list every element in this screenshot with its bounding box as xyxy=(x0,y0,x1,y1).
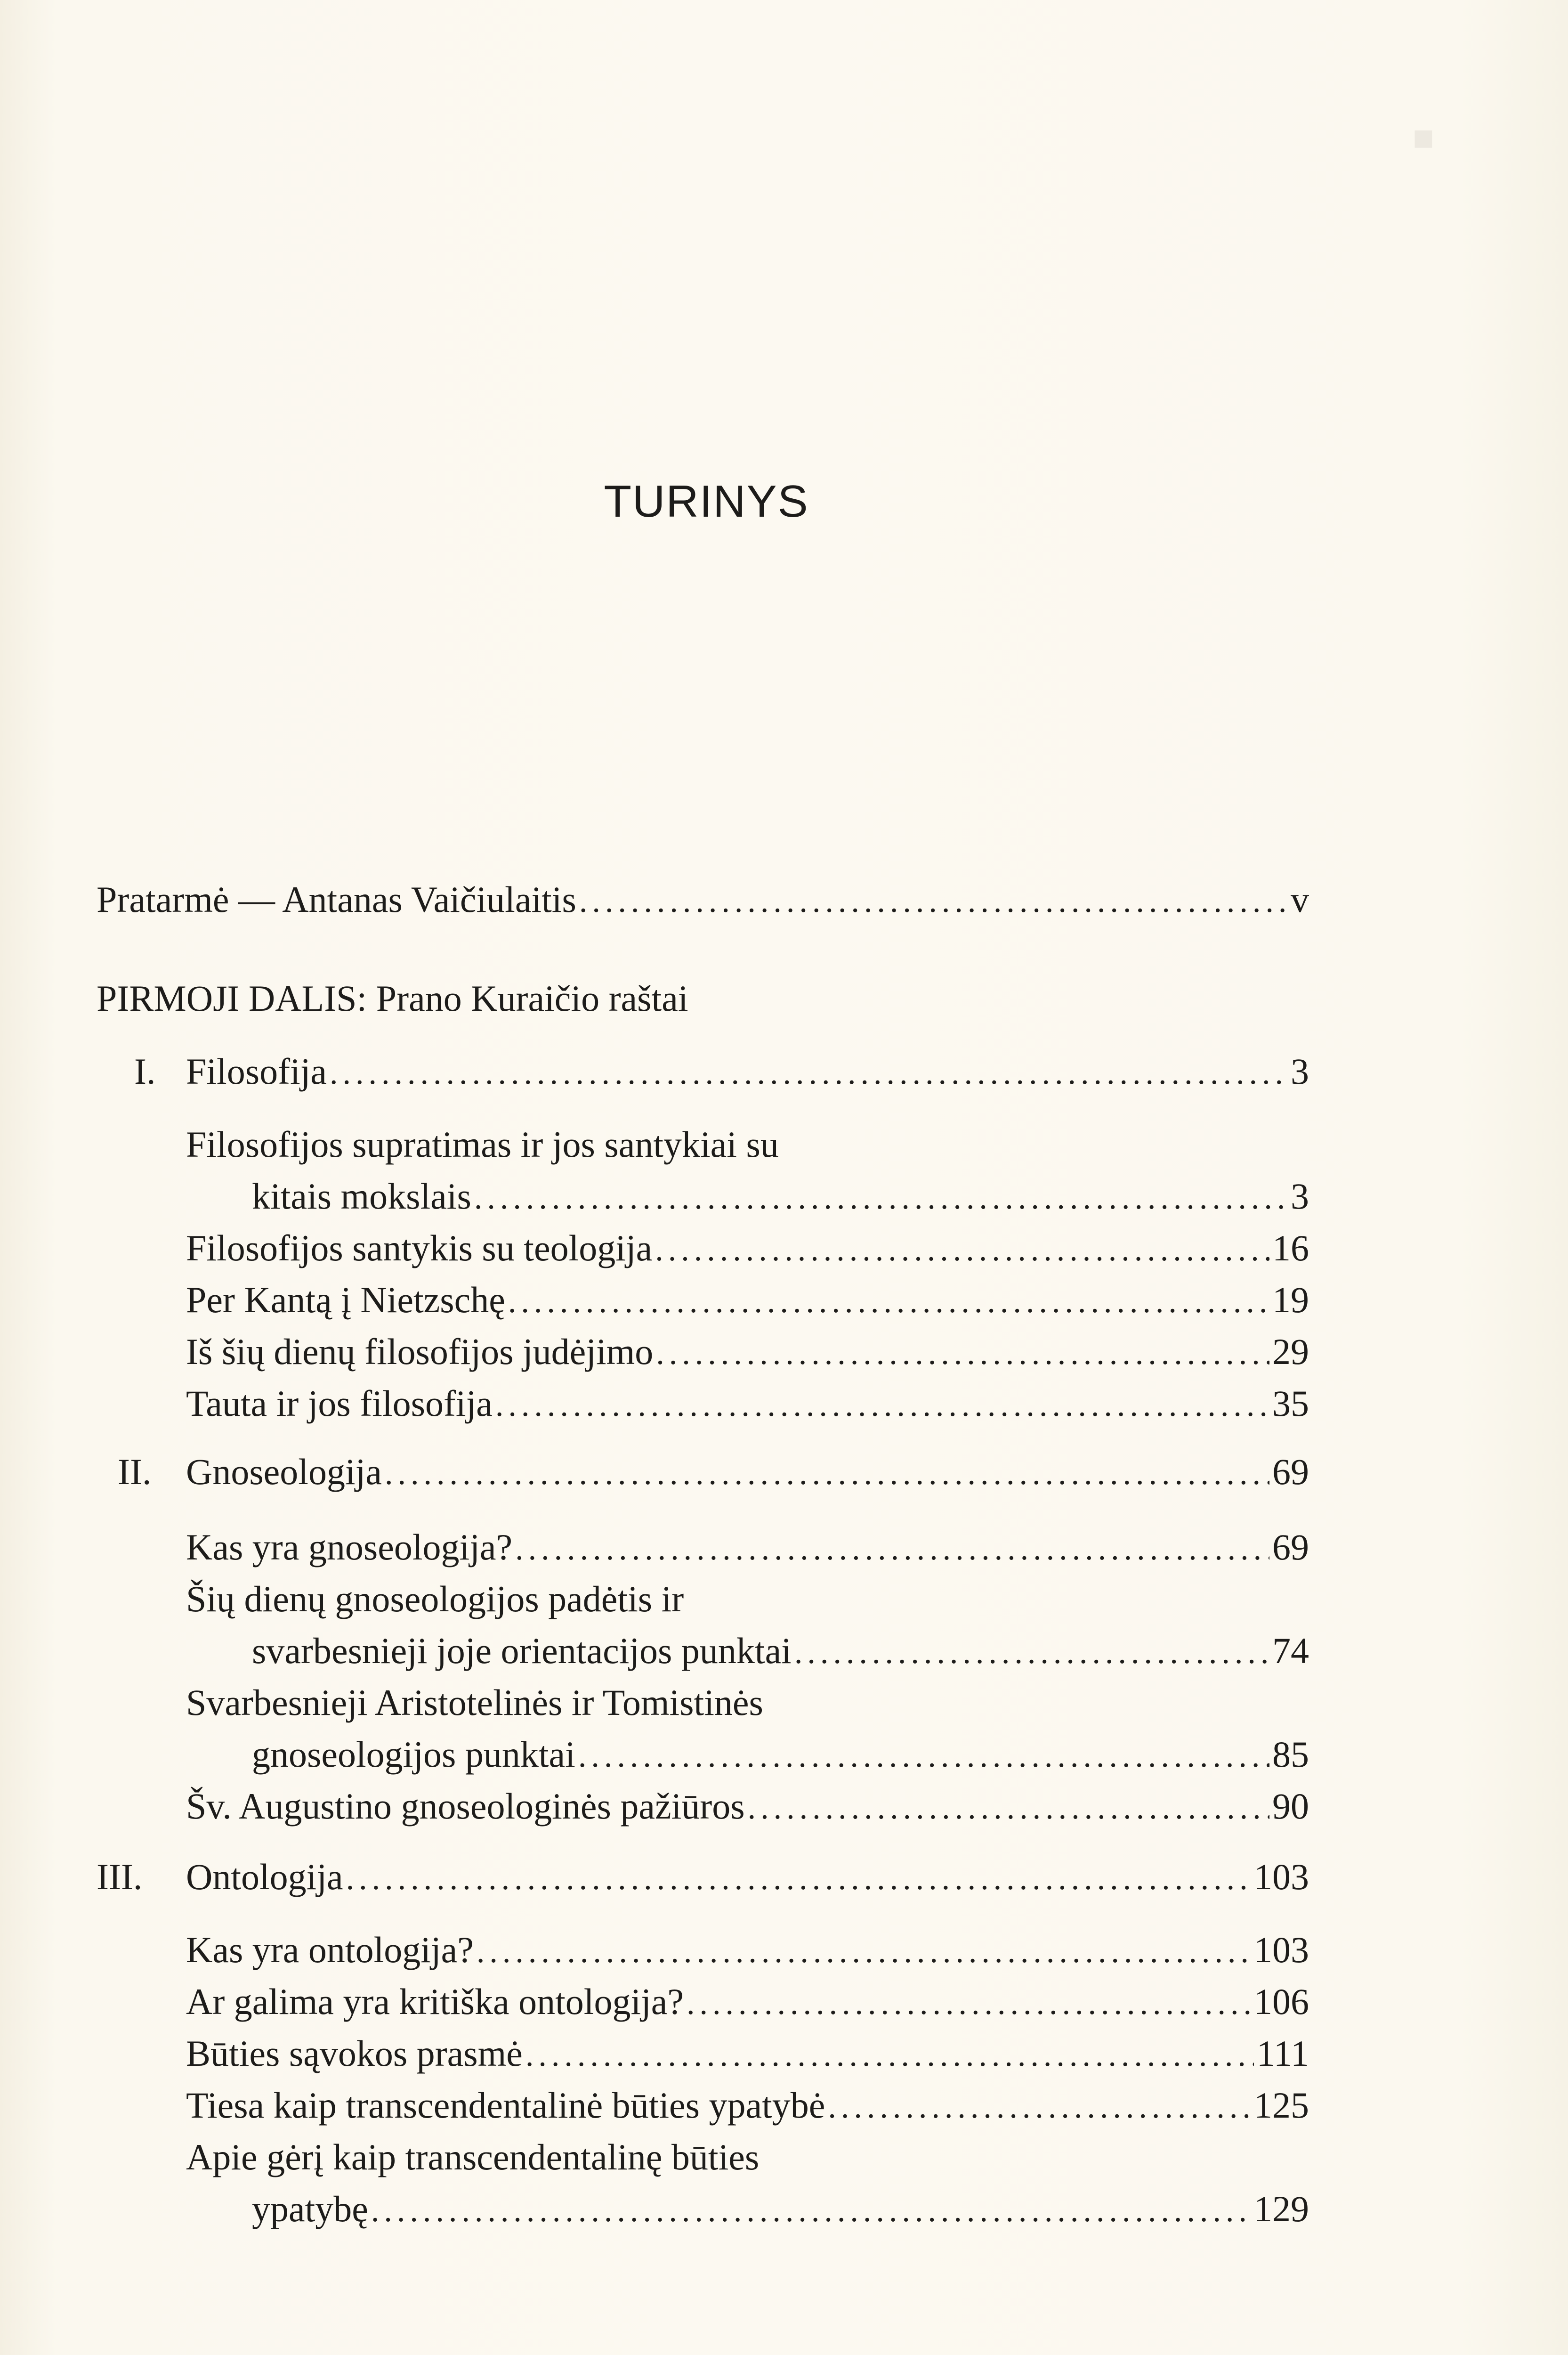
toc-entry: Tiesa kaip transcendentalinė būties ypatybė ..... 125 xyxy=(186,2079,1309,2131)
toc-entry-line: Apie gėrį kaip transcendentalinę būties xyxy=(186,2136,760,2177)
toc-entry: Tauta ir jos filosofija ..... 35 xyxy=(186,1378,1309,1429)
toc-entry: Kas yra gnoseologija? ..... 69 xyxy=(186,1521,1309,1573)
leader-dots xyxy=(794,1627,1269,1679)
toc-entry: Būties sąvokos prasmė ..... 111 xyxy=(186,2028,1309,2079)
leader-dots xyxy=(687,1978,1251,2030)
toc-entry: gnoseologijos punktai ..... 85 xyxy=(252,1729,1309,1780)
page-title: TURINYS xyxy=(604,476,809,527)
leader-dots xyxy=(578,1730,1269,1782)
leader-dots xyxy=(828,2081,1251,2133)
toc-section-ontologija: Ontologija ..... 103 xyxy=(186,1851,1309,1903)
leader-dots xyxy=(655,1224,1269,1276)
leader-dots xyxy=(508,1276,1269,1328)
leader-dots xyxy=(330,1048,1288,1099)
toc-section-filosofija: Filosofija ..... 3 xyxy=(186,1046,1309,1097)
toc-entry-line: Šių dienų gnoseologijos padėtis ir xyxy=(186,1578,684,1619)
toc-entry: ypatybę ..... 129 xyxy=(252,2183,1309,2235)
leader-dots xyxy=(385,1448,1269,1500)
part-heading: PIRMOJI DALIS: Prano Kuraičio raštai xyxy=(97,978,688,1019)
leader-dots xyxy=(474,1172,1288,1224)
leader-dots xyxy=(748,1782,1269,1834)
toc-entry: Per Kantą į Nietzschę ..... 19 xyxy=(186,1274,1309,1326)
toc-entry: svarbesnieji joje orientacijos punktai ..... 74 xyxy=(252,1625,1309,1677)
toc-entry: kitais mokslais ..... 3 xyxy=(252,1170,1309,1222)
leader-dots xyxy=(515,1523,1269,1575)
toc-entry: Kas yra ontologija? ..... 103 xyxy=(186,1924,1309,1976)
leader-dots xyxy=(371,2185,1251,2237)
toc-entry-line: Filosofijos supratimas ir jos santykiai su xyxy=(186,1124,779,1165)
leader-dots xyxy=(477,1926,1251,1978)
toc-entry: Filosofijos santykis su teologija ..... 16 xyxy=(186,1222,1309,1274)
section-numeral: I. xyxy=(134,1051,156,1092)
section-numeral: II. xyxy=(118,1451,152,1492)
section-numeral: III. xyxy=(97,1856,143,1897)
toc-entry: Ar galima yra kritiška ontologija? ..... 106 xyxy=(186,1976,1309,2028)
leader-dots xyxy=(579,876,1288,927)
leader-dots xyxy=(525,2030,1254,2081)
toc-entry-preface: Pratarmė — Antanas Vaičiulaitis ..... v xyxy=(97,874,1309,926)
toc-entry: Iš šių dienų filosofijos judėjimo ..... 29 xyxy=(186,1326,1309,1378)
leader-dots xyxy=(656,1328,1269,1380)
toc-entry-line: Svarbesnieji Aristotelinės ir Tomistinės xyxy=(186,1682,763,1723)
toc-entry: Šv. Augustino gnoseologinės pažiūros ..... 90 xyxy=(186,1780,1309,1832)
toc-section-gnoseologija: Gnoseologija ..... 69 xyxy=(186,1446,1309,1498)
leader-dots xyxy=(346,1853,1251,1905)
show-through-decoration: ■ xyxy=(1413,118,1434,158)
leader-dots xyxy=(495,1380,1269,1431)
